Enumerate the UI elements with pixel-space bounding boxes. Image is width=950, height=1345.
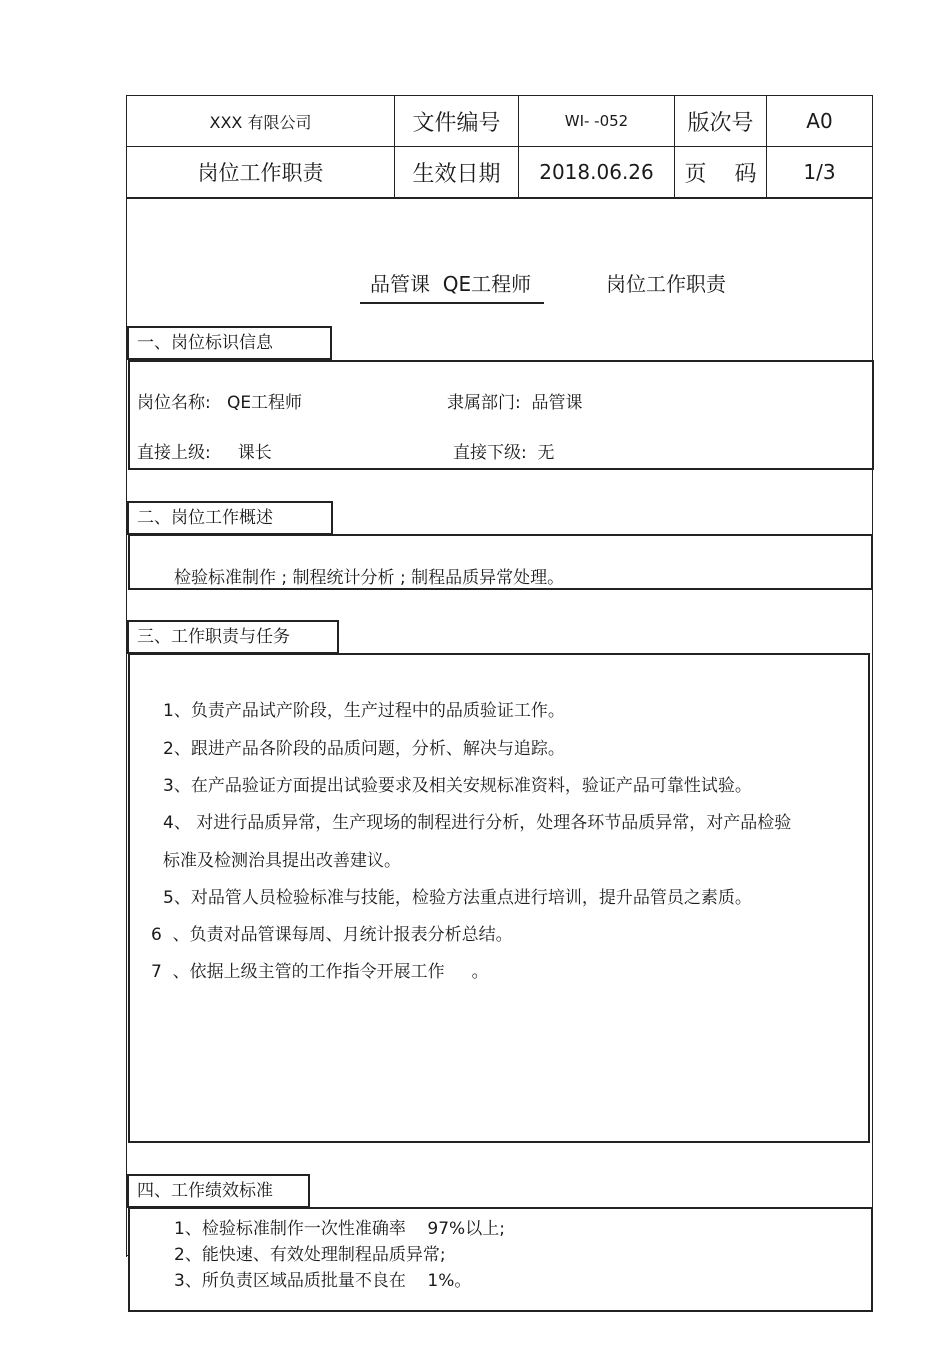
duty-item: 7 、依据上级主管的工作指令开展工作 。 bbox=[151, 962, 489, 982]
department: 隶属部门: 品管课 bbox=[447, 393, 583, 413]
duty-item: 1、负责产品试产阶段，生产过程中的品质验证工作。 bbox=[163, 701, 565, 721]
effective-date: 2018.06.26 bbox=[539, 160, 654, 184]
title-underline bbox=[360, 302, 544, 304]
duty-item: 标准及检测治具提出改善建议。 bbox=[163, 851, 401, 871]
doc-number-label: 文件编号 bbox=[412, 110, 501, 136]
page-label: 页 码 bbox=[684, 161, 757, 187]
duty-item: 3、在产品验证方面提出试验要求及相关安规标准资料，验证产品可靠性试验。 bbox=[163, 776, 752, 796]
doc-title: 岗位工作职责 bbox=[197, 161, 324, 185]
position-name: 岗位名称: QE工程师 bbox=[137, 393, 303, 413]
version-value: A0 bbox=[806, 109, 833, 133]
page-number: 1/3 bbox=[803, 160, 836, 184]
duty-item: 4、 对进行品质异常，生产现场的制程进行分析，处理各环节品质异常，对产品检验 bbox=[163, 813, 792, 833]
direct-superior: 直接上级: 课长 bbox=[137, 443, 272, 463]
duty-item: 2、跟进产品各阶段的品质问题，分析、解决与追踪。 bbox=[163, 739, 565, 759]
duty-item: 5、对品管人员检验标准与技能，检验方法重点进行培训，提升品管员之素质。 bbox=[163, 888, 752, 908]
performance-item: 3、所负责区域品质批量不良在 1%。 bbox=[174, 1271, 472, 1291]
job-summary: 检验标准制作 ; 制程统计分析 ; 制程品质异常处理。 bbox=[174, 568, 565, 588]
section2-heading: 二、岗位工作概述 bbox=[127, 501, 333, 535]
duty-item: 6 、负责对品管课每周、月统计报表分析总结。 bbox=[151, 925, 513, 945]
performance-item: 1、检验标准制作一次性准确率 97%以上; bbox=[174, 1219, 505, 1239]
frame-right bbox=[872, 199, 873, 1257]
performance-item: 2、能快速、有效处理制程品质异常; bbox=[174, 1245, 446, 1265]
job-title-suffix: 岗位工作职责 bbox=[606, 272, 726, 296]
doc-number: WI- -052 bbox=[564, 112, 629, 130]
direct-subordinate: 直接下级: 无 bbox=[453, 443, 555, 463]
company-name: XXX 有限公司 bbox=[209, 112, 312, 132]
job-title: 品管课 QE工程师 bbox=[370, 272, 532, 296]
section4-heading: 四、工作绩效标准 bbox=[127, 1174, 310, 1208]
effective-date-label: 生效日期 bbox=[412, 161, 501, 187]
section3-heading: 三、工作职责与任务 bbox=[127, 620, 339, 654]
section1-heading: 一、岗位标识信息 bbox=[127, 326, 332, 360]
version-label: 版次号 bbox=[687, 110, 754, 136]
